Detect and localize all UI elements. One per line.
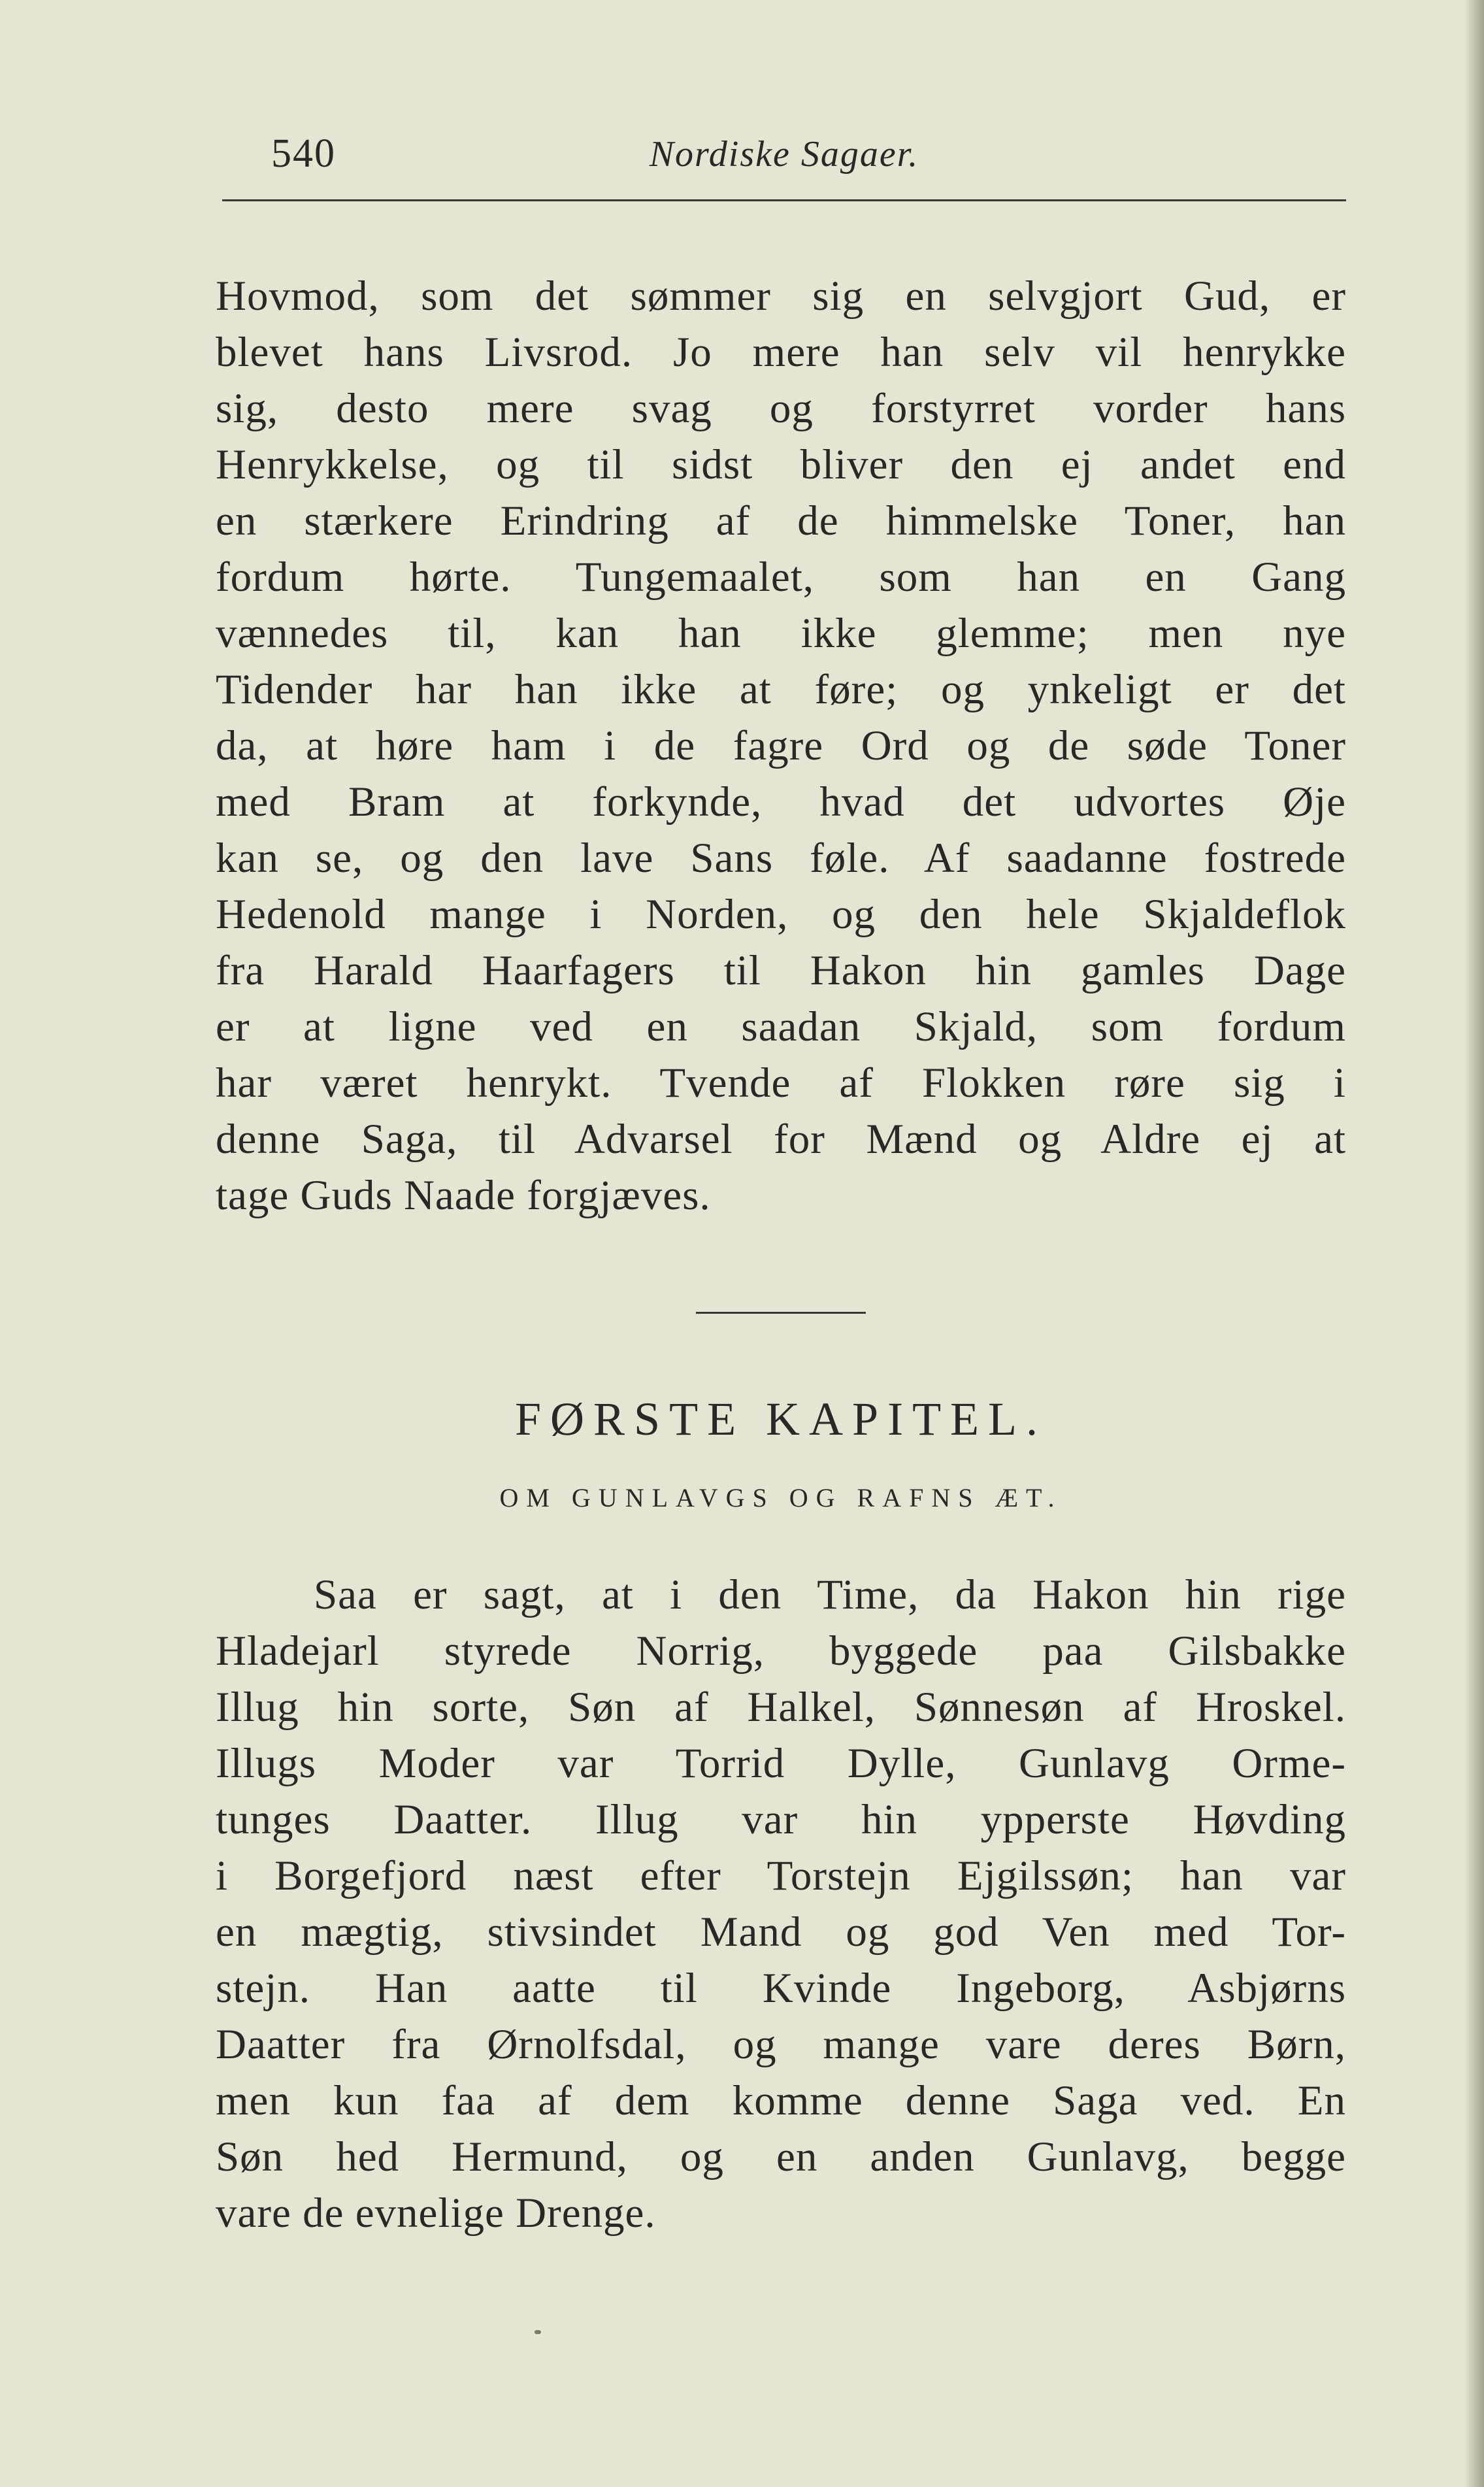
- text-line: Henrykkelse, og til sidst bliver den ej andet end: [216, 441, 1346, 488]
- chapter-paragraph: [216, 1567, 1346, 2241]
- text-line: fordum hørte. Tungemaalet, som han en Gang: [216, 554, 1346, 601]
- text-line: har været henrykt. Tvende af Flokken røre sig i: [216, 1060, 1346, 1107]
- text-line: stejn. Han aatte til Kvinde Ingeborg, Asbjørns: [216, 1965, 1346, 2012]
- running-head: [222, 124, 1346, 183]
- text-line: Saa er sagt, at i den Time, da Hakon hin rige: [314, 1571, 1346, 1618]
- text-line: blevet hans Livsrod. Jo mere han selv vil henrykke: [216, 329, 1346, 376]
- text-line: Tidender har han ikke at føre; og ynkeligt er det: [216, 666, 1346, 713]
- chapter-subheading: OM GUNLAVGS OG RAFNS ÆT.: [499, 1483, 1063, 1512]
- text-line: en mægtig, stivsindet Mand og god Ven med Tor-: [216, 1909, 1346, 1956]
- text-line: tunges Daatter. Illug var hin ypperste Høvding: [216, 1796, 1346, 1843]
- text-line: vænnedes til, kan han ikke glemme; men nye: [216, 610, 1346, 657]
- text-line: sig, desto mere svag og forstyrret vorder hans: [216, 385, 1346, 432]
- text-line: Søn hed Hermund, og en anden Gunlavg, begge: [216, 2133, 1346, 2180]
- text-line: tage Guds Naade forgjæves.: [216, 1172, 711, 1219]
- text-line: vare de evnelige Drenge.: [216, 2190, 656, 2237]
- text-line: er at ligne ved en saadan Skjald, som fordum: [216, 1003, 1346, 1050]
- text-line: men kun faa af dem komme denne Saga ved. En: [216, 2077, 1346, 2124]
- text-line: denne Saga, til Advarsel for Mænd og Aldre ej at: [216, 1116, 1346, 1163]
- page-edge-shadow: [1464, 0, 1484, 2487]
- page-number: 540: [271, 131, 336, 176]
- text-line: Illug hin sorte, Søn af Halkel, Sønnesøn af Hroskel.: [216, 1684, 1346, 1731]
- text-line: Hladejarl styrede Norrig, byggede paa Gilsbakke: [216, 1627, 1346, 1675]
- text-line: en stærkere Erindring af de himmelske Toner, han: [216, 497, 1346, 544]
- text-line: Hovmod, som det sømmer sig en selvgjort Gud, er: [216, 273, 1346, 320]
- text-line: kan se, og den lave Sans føle. Af saadanne fostrede: [216, 835, 1346, 882]
- text-line: Illugs Moder var Torrid Dylle, Gunlavg Orme-: [216, 1740, 1346, 1787]
- text-line: med Bram at forkynde, hvad det udvortes Øje: [216, 778, 1346, 826]
- text-line: Daatter fra Ørnolfsdal, og mange vare deres Børn,: [216, 2021, 1346, 2068]
- text-line: da, at høre ham i de fagre Ord og de søde Toner: [216, 722, 1346, 769]
- paragraph-continuation: [216, 268, 1346, 1224]
- section-divider: [696, 1312, 866, 1314]
- text-line: i Borgefjord næst efter Torstejn Ejgilssøn; han var: [216, 1852, 1346, 1899]
- text-line: Hedenold mange i Norden, og den hele Skjaldeflok: [216, 891, 1346, 938]
- text-line: fra Harald Haarfagers til Hakon hin gamles Dage: [216, 947, 1346, 994]
- running-title: Nordiske Sagaer.: [649, 134, 919, 175]
- header-rule: [222, 199, 1346, 201]
- chapter-heading: FØRSTE KAPITEL.: [514, 1393, 1047, 1445]
- paper-speck: [535, 2330, 541, 2334]
